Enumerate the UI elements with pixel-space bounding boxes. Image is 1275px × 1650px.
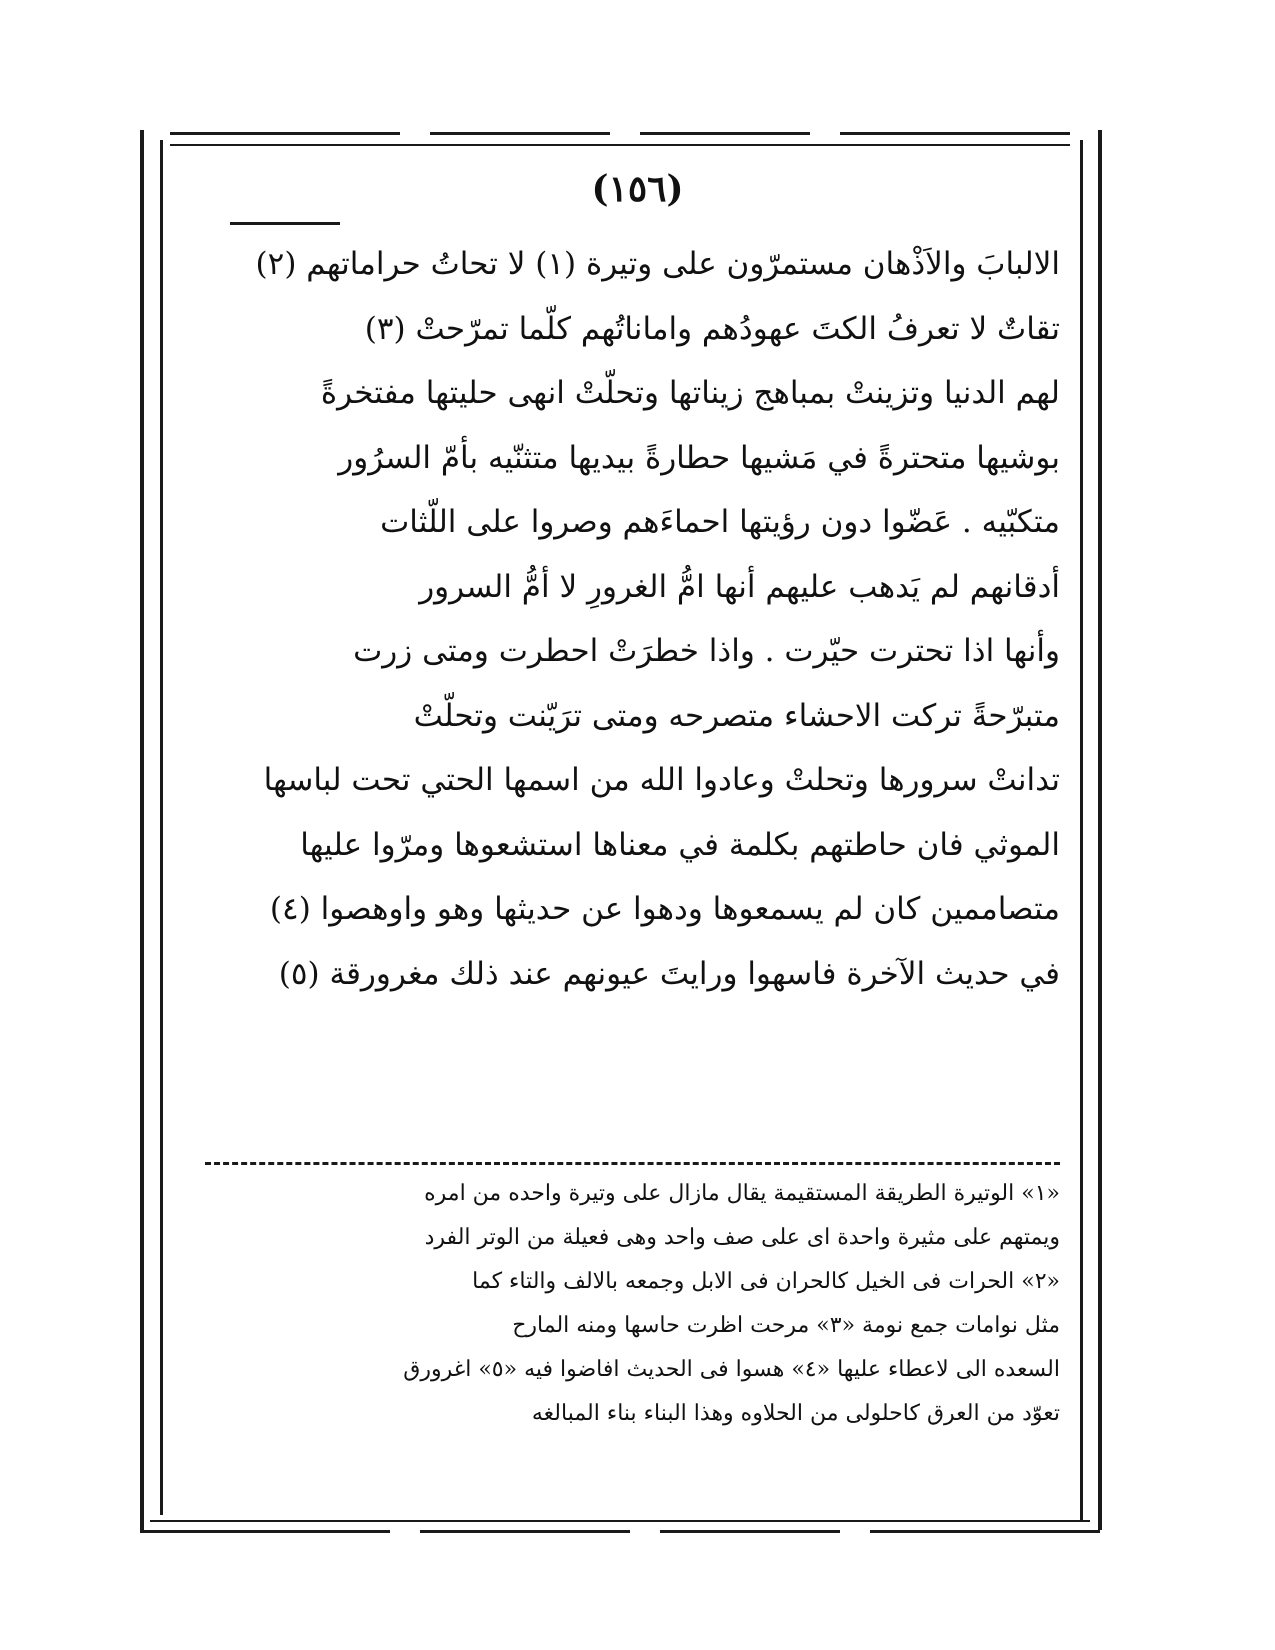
frame-top-dash bbox=[170, 144, 1070, 146]
footnote-line: مثل نوامات جمع نومة «٣» مرحت اظرت حاسها ومنه المارح bbox=[512, 1313, 1060, 1338]
page-number: (١٥٦) bbox=[591, 168, 684, 210]
footnote-line: السعده الى لاعطاء عليها «٤» هسوا فى الحديث افاضوا فيه «٥» اغرورق bbox=[403, 1357, 1060, 1382]
header-dash bbox=[230, 222, 340, 225]
footnote-separator bbox=[205, 1162, 1060, 1165]
footnote-line: ويمتهم على مثيرة واحدة اى على صف واحد وهى فعيلة من الوتر الفرد bbox=[424, 1225, 1060, 1250]
main-text-line: الموثي فان حاطتهم بكلمة في معناها استشعوها ومرّوا عليها bbox=[300, 826, 1060, 863]
frame-top-dash bbox=[430, 132, 610, 135]
frame-left-inner bbox=[160, 140, 163, 1515]
main-text-line: أدقانهم لم يَدهب عليهم أنها امُّ الغرورِ لا أمُّ السرور bbox=[419, 568, 1060, 605]
footnote-line: «٢» الحرات فى الخيل كالحران فى الابل وجمعه بالالف والتاء كما bbox=[472, 1269, 1060, 1294]
footnotes-block bbox=[208, 1172, 1060, 1436]
frame-left-outer bbox=[140, 130, 144, 1530]
frame-top-dash bbox=[640, 132, 810, 135]
frame-top-dash bbox=[170, 132, 400, 135]
frame-bottom-dash bbox=[870, 1530, 1100, 1533]
frame-top-dash bbox=[840, 132, 1070, 135]
frame-right-outer bbox=[1098, 130, 1102, 1530]
footnote-line: «١» الوتيرة الطريقة المستقيمة يقال مازال على وتيرة واحده من امره bbox=[424, 1181, 1060, 1206]
main-text-line: متبرّحةً تركت الاحشاء متصرحه ومتى ترَيّنت وتحلّتْ bbox=[413, 697, 1060, 734]
frame-bottom-dash bbox=[420, 1530, 630, 1533]
main-text-line: متصاممين كان لم يسمعوها ودهوا عن حديثها وهو واوهصوا (٤) bbox=[269, 891, 1060, 927]
main-text-line: متكبّيه . عَضّوا دون رؤيتها احماءَهم وصروا على اللّثات bbox=[380, 504, 1060, 540]
main-text-block bbox=[208, 232, 1060, 1006]
main-text-line: تقاتٌ لا تعرفُ الكتَ عهودُهم واماناتُهم كلّما تمرّحتْ (٣) bbox=[364, 310, 1060, 347]
main-text-line: بوشيها متحترةً في مَشيها حطارةً بيديها متثنّيه بأمّ السرُور bbox=[338, 439, 1060, 476]
main-text-line: الالبابَ والاَذْهان مستمرّون على وتيرة (١) لا تحاتُ حراماتهم (٢) bbox=[255, 246, 1060, 282]
main-text-line: تدانتْ سرورها وتحلتْ وعادوا الله من اسمها الحتي تحت لباسها bbox=[263, 762, 1060, 798]
frame-right-inner bbox=[1080, 140, 1083, 1520]
frame-bottom-dash bbox=[660, 1530, 840, 1533]
main-text-line: في حديث الآخرة فاسهوا ورايتَ عيونهم عند ذلك مغرورقة (٥) bbox=[278, 955, 1060, 992]
frame-bottom-dash bbox=[140, 1530, 390, 1533]
main-text-line: وأنها اذا تحترت حيّرت . واذا خطرَتْ احطرت ومتى زرت bbox=[353, 633, 1060, 669]
footnote-line: تعوّد من العرق كاحلولى من الحلاوه وهذا البناء بناء المبالغه bbox=[531, 1401, 1060, 1426]
frame-bottom-dash bbox=[150, 1520, 1090, 1522]
main-text-line: لهم الدنيا وتزينتْ بمباهج زيناتها وتحلّتْ انهى حليتها مفتخرةً bbox=[320, 375, 1060, 411]
